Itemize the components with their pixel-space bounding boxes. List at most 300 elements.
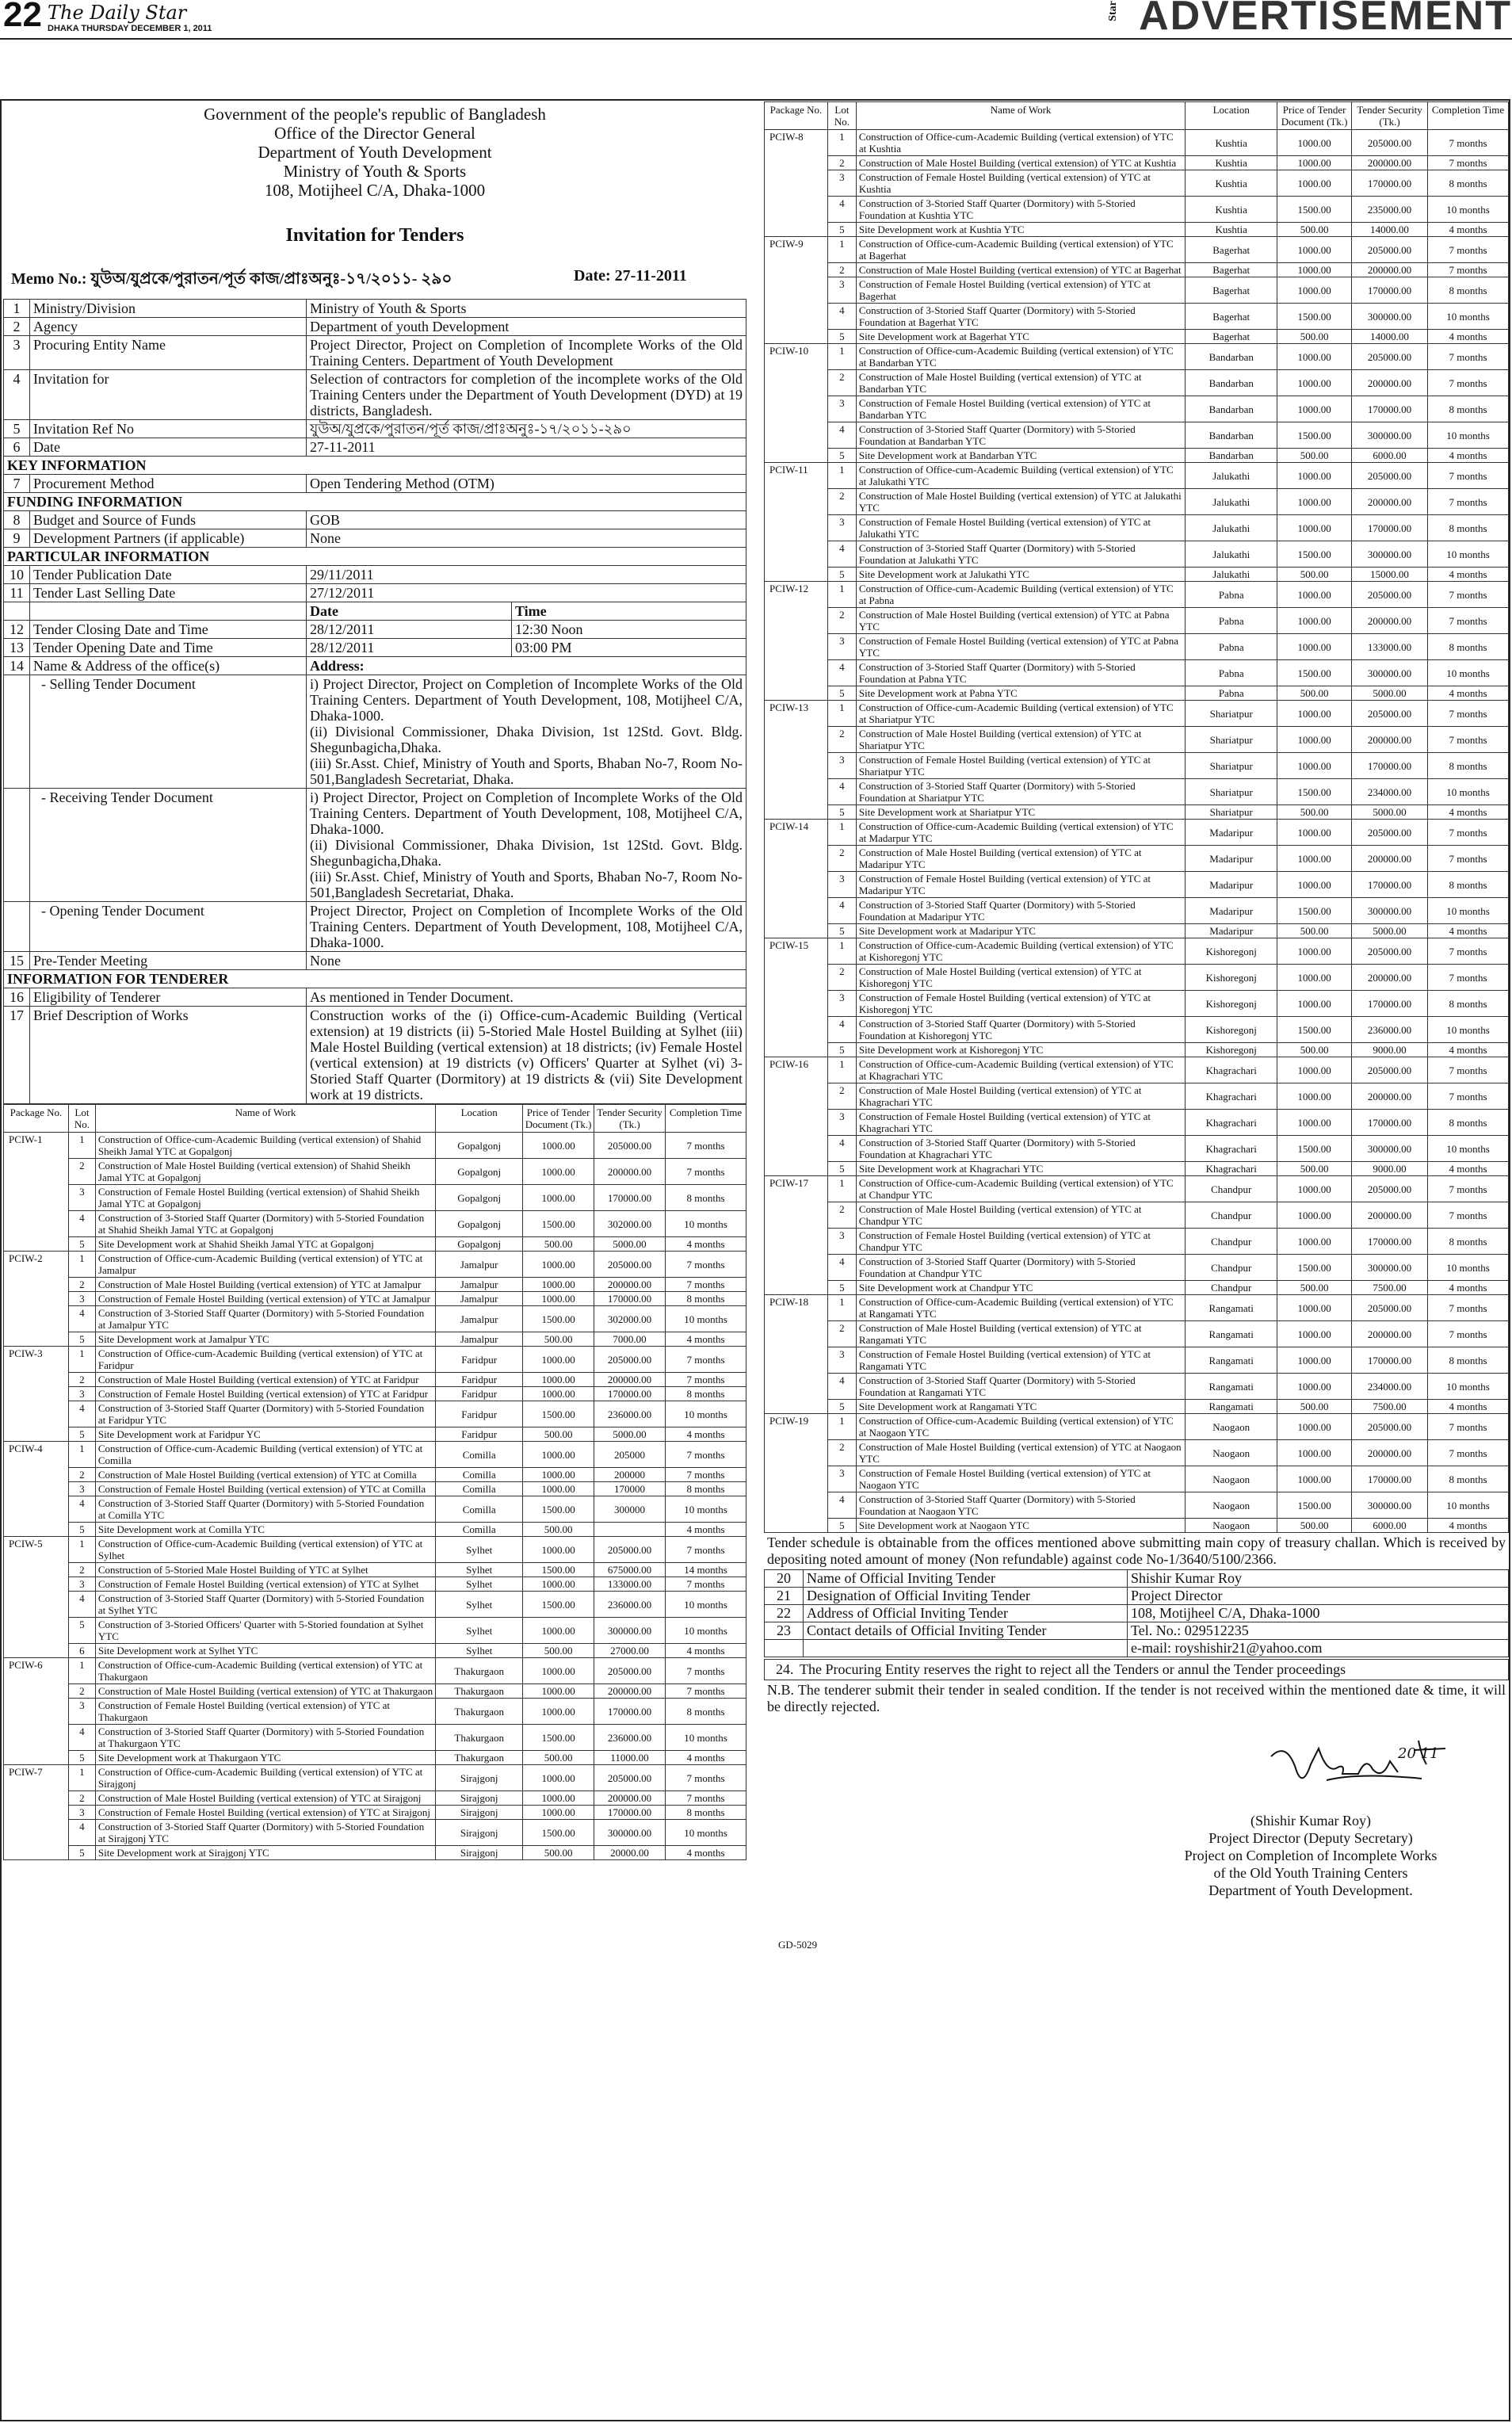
lot-row bbox=[4, 1211, 746, 1237]
document-price: 1000.00 bbox=[1277, 237, 1352, 263]
completion-time: 10 months bbox=[1428, 422, 1509, 449]
document-price: 1000.00 bbox=[523, 1482, 594, 1496]
location: Comilla bbox=[436, 1523, 523, 1537]
document-price: 1500.00 bbox=[523, 1592, 594, 1618]
work-name: Construction of Male Hostel Building (vertical extension) of YTC at Madaripur YTC bbox=[856, 846, 1185, 872]
location: Kishoregonj bbox=[1186, 991, 1277, 1017]
work-name: Construction of Female Hostel Building (vertical extension) of YTC at Khagrachari YTC bbox=[856, 1110, 1185, 1136]
lot-row bbox=[4, 1523, 746, 1537]
tender-security: 7000.00 bbox=[594, 1332, 666, 1347]
work-name: Construction of Male Hostel Building (vertical extension) of YTC at Thakurgaon bbox=[95, 1684, 435, 1699]
left-column bbox=[3, 101, 746, 1860]
lot-row bbox=[765, 1255, 1509, 1281]
section-title: ADVERTISEMENT bbox=[1139, 0, 1512, 39]
package-number: PCIW-2 bbox=[4, 1252, 69, 1347]
document-price: 1000.00 bbox=[1277, 1295, 1352, 1321]
completion-time: 7 months bbox=[1428, 370, 1509, 396]
contact-value: Tel. No.: 029512235 bbox=[1128, 1622, 1509, 1640]
location: Gopalgonj bbox=[436, 1237, 523, 1252]
lot-number: 4 bbox=[68, 1592, 95, 1618]
header-line: Department of Youth Development bbox=[258, 143, 492, 162]
lot-row bbox=[765, 991, 1509, 1017]
column-header: Completion Time bbox=[1428, 102, 1509, 130]
document-price: 1000.00 bbox=[1277, 130, 1352, 156]
location: Bandarban bbox=[1186, 422, 1277, 449]
work-name: Construction of Male Hostel Building (vertical extension) of YTC at Pabna YTC bbox=[856, 608, 1185, 634]
document-price: 1000.00 bbox=[1277, 753, 1352, 779]
work-name: Site Development work at Jamalpur YTC bbox=[95, 1332, 435, 1347]
lot-number: 5 bbox=[68, 1618, 95, 1644]
tender-security: 133000.00 bbox=[594, 1577, 666, 1592]
location: Gopalgonj bbox=[436, 1185, 523, 1211]
location: Pabna bbox=[1186, 608, 1277, 634]
location: Naogaon bbox=[1186, 1492, 1277, 1519]
row-number: 15 bbox=[4, 952, 30, 970]
lot-row bbox=[765, 1083, 1509, 1110]
tender-security: 200000.00 bbox=[1352, 608, 1428, 634]
completion-time: 4 months bbox=[1428, 924, 1509, 938]
lot-number: 1 bbox=[827, 344, 856, 370]
completion-time: 7 months bbox=[666, 1765, 746, 1791]
row-number: 6 bbox=[4, 438, 30, 457]
location: Khagrachari bbox=[1186, 1162, 1277, 1176]
tender-security: 5000.00 bbox=[594, 1427, 666, 1442]
tender-security: 200000.00 bbox=[1352, 1440, 1428, 1466]
date-value: 28/12/2011 bbox=[307, 639, 512, 657]
tender-security: 236000.00 bbox=[594, 1401, 666, 1427]
row-value: None bbox=[307, 529, 746, 548]
location: Kishoregonj bbox=[1186, 1043, 1277, 1057]
document-price: 500.00 bbox=[523, 1644, 594, 1658]
work-name: Construction of 3-Storied Staff Quarter (Dormitory) with 5-Storied Foundation at Madaripur YTC bbox=[856, 898, 1185, 924]
location: Kushtia bbox=[1186, 197, 1277, 223]
work-name: Construction of Male Hostel Building (vertical extension) of YTC at Jamalpur bbox=[95, 1278, 435, 1292]
document-price: 1000.00 bbox=[1277, 938, 1352, 965]
document-price: 1000.00 bbox=[1277, 463, 1352, 489]
completion-time: 7 months bbox=[666, 1791, 746, 1806]
work-name: Construction of Office-cum-Academic Building (vertical extension) of YTC at Khagrachari YTC bbox=[856, 1057, 1185, 1083]
lot-row bbox=[765, 938, 1509, 965]
document-price: 1500.00 bbox=[1277, 898, 1352, 924]
document-price: 1000.00 bbox=[523, 1278, 594, 1292]
work-name: Construction of Office-cum-Academic Building (vertical extension) of Shahid Sheikh Jamal YTC at Gopalgonj bbox=[95, 1133, 435, 1159]
document-price: 1000.00 bbox=[1277, 701, 1352, 727]
lot-number: 5 bbox=[827, 449, 856, 463]
tender-security: 205000.00 bbox=[1352, 130, 1428, 156]
lot-number: 1 bbox=[68, 1133, 95, 1159]
document-price: 1000.00 bbox=[1277, 263, 1352, 277]
contact-label: Designation of Official Inviting Tender bbox=[804, 1588, 1128, 1605]
location: Khagrachari bbox=[1186, 1110, 1277, 1136]
info-row bbox=[4, 952, 746, 970]
location: Bandarban bbox=[1186, 396, 1277, 422]
signature-block bbox=[764, 1717, 1509, 1955]
completion-time: 7 months bbox=[666, 1468, 746, 1482]
tender-security: 205000.00 bbox=[1352, 463, 1428, 489]
completion-time: 7 months bbox=[666, 1278, 746, 1292]
work-name: Construction of Female Hostel Building (vertical extension) of YTC at Kushtia bbox=[856, 170, 1185, 197]
document-price: 500.00 bbox=[523, 1523, 594, 1537]
work-name: Construction of Male Hostel Building (vertical extension) of YTC at Comilla bbox=[95, 1468, 435, 1482]
lot-number: 2 bbox=[827, 263, 856, 277]
tender-security: 27000.00 bbox=[594, 1644, 666, 1658]
lot-row bbox=[4, 1159, 746, 1185]
work-name: Construction of Office-cum-Academic Building (vertical extension) of YTC at Pabna bbox=[856, 582, 1185, 608]
completion-time: 10 months bbox=[666, 1306, 746, 1332]
row-number: 3 bbox=[4, 336, 30, 370]
lot-row bbox=[765, 686, 1509, 701]
lot-number: 1 bbox=[68, 1252, 95, 1278]
tender-security: 302000.00 bbox=[594, 1211, 666, 1237]
lot-number: 3 bbox=[827, 1229, 856, 1255]
location: Jalukathi bbox=[1186, 489, 1277, 515]
completion-time: 7 months bbox=[1428, 1414, 1509, 1440]
completion-time: 10 months bbox=[1428, 1017, 1509, 1043]
lot-row bbox=[765, 277, 1509, 304]
memo-number: Memo No.: যুউঅ/যুপ্রকে/পুরাতন/পূর্ত কাজ/প্রাঃঅনুঃ-১৭/২০১১- ২৯০ bbox=[11, 270, 452, 288]
work-name: Site Development work at Khagrachari YTC bbox=[856, 1162, 1185, 1176]
completion-time: 7 months bbox=[1428, 130, 1509, 156]
completion-time: 7 months bbox=[1428, 463, 1509, 489]
document-price: 1500.00 bbox=[1277, 541, 1352, 568]
lot-row bbox=[4, 1751, 746, 1765]
work-name: Construction of Male Hostel Building (vertical extension) of YTC at Kishoregonj YTC bbox=[856, 965, 1185, 991]
work-name: Construction of 3-Storied Staff Quarter (Dormitory) with 5-Storied Foundation at Jalukathi YTC bbox=[856, 541, 1185, 568]
document-price: 500.00 bbox=[1277, 1519, 1352, 1533]
work-name: Construction of Male Hostel Building (vertical extension) of YTC at Naogaon YTC bbox=[856, 1440, 1185, 1466]
lot-row bbox=[765, 965, 1509, 991]
contact-row bbox=[765, 1640, 1509, 1657]
document-price: 500.00 bbox=[1277, 330, 1352, 344]
work-name: Construction of Office-cum-Academic Building (vertical extension) of YTC at Kushtia bbox=[856, 130, 1185, 156]
row-label: Tender Closing Date and Time bbox=[30, 621, 307, 639]
office-item-value: i) Project Director, Project on Completion of Incomplete Works of the Old Training Centers. Department of Youth Development, 108, Motijheel C/A, Dhaka-1000. (ii) Divisional Commissioner, Dhaka Division, 1st 12Std. Govt. Bldg. Shegunbagicha,Dhaka. (iii) Sr.Asst. Chief, Ministry of Youth and Sports, Bhaban No-7, Room No-501,Bangladesh Secretariat, Dhaka. bbox=[307, 675, 746, 789]
lot-row bbox=[4, 1496, 746, 1523]
location: Sirajgonj bbox=[436, 1806, 523, 1820]
signatory-line: (Shishir Kumar Roy) bbox=[1250, 1813, 1371, 1829]
signatory-line: Project on Completion of Incomplete Works bbox=[1184, 1848, 1438, 1863]
completion-time: 4 months bbox=[1428, 1162, 1509, 1176]
package-number: PCIW-8 bbox=[765, 130, 828, 237]
row-label: Tender Opening Date and Time bbox=[30, 639, 307, 657]
lot-number: 5 bbox=[827, 686, 856, 701]
lot-number: 4 bbox=[827, 1374, 856, 1400]
lot-number: 5 bbox=[68, 1523, 95, 1537]
document-price: 1000.00 bbox=[523, 1442, 594, 1468]
location: Kishoregonj bbox=[1186, 938, 1277, 965]
completion-time: 4 months bbox=[666, 1332, 746, 1347]
package-number: PCIW-6 bbox=[4, 1658, 69, 1765]
completion-time: 10 months bbox=[1428, 304, 1509, 330]
work-name: Site Development work at Comilla YTC bbox=[95, 1523, 435, 1537]
completion-time: 7 months bbox=[1428, 1440, 1509, 1466]
lot-number: 3 bbox=[68, 1387, 95, 1401]
row-value: Ministry of Youth & Sports bbox=[307, 300, 746, 318]
info-row bbox=[4, 475, 746, 493]
lot-row bbox=[765, 223, 1509, 237]
lot-number: 1 bbox=[68, 1442, 95, 1468]
row-value: Project Director, Project on Completion of Incomplete Works of the Old Training Centers. Department of Youth Development bbox=[307, 336, 746, 370]
tender-security: 170000.00 bbox=[1352, 396, 1428, 422]
location: Sirajgonj bbox=[436, 1791, 523, 1806]
contact-value: Project Director bbox=[1128, 1588, 1509, 1605]
date-time-row bbox=[4, 621, 746, 639]
lot-number: 3 bbox=[827, 1110, 856, 1136]
package-number: PCIW-3 bbox=[4, 1347, 69, 1442]
completion-time: 7 months bbox=[1428, 156, 1509, 170]
document-price: 1000.00 bbox=[1277, 991, 1352, 1017]
document-price: 1000.00 bbox=[523, 1292, 594, 1306]
tender-security: 205000.00 bbox=[1352, 1057, 1428, 1083]
info-row bbox=[4, 529, 746, 548]
completion-time: 10 months bbox=[1428, 541, 1509, 568]
lot-row bbox=[4, 1577, 746, 1592]
completion-time: 7 months bbox=[1428, 727, 1509, 753]
lot-number: 4 bbox=[68, 1401, 95, 1427]
location: Bandarban bbox=[1186, 344, 1277, 370]
completion-time: 4 months bbox=[1428, 568, 1509, 582]
right-column bbox=[764, 101, 1509, 1955]
lot-number: 1 bbox=[827, 701, 856, 727]
work-name: Site Development work at Jalukathi YTC bbox=[856, 568, 1185, 582]
lot-row bbox=[765, 1202, 1509, 1229]
work-name: Construction of Office-cum-Academic Building (vertical extension) of YTC at Jamalpur bbox=[95, 1252, 435, 1278]
office-item-value: Project Director, Project on Completion of Incomplete Works of the Old Training Centers. Department of Youth Development, 108, Motijheel C/A, Dhaka-1000. bbox=[307, 902, 746, 952]
tender-security: 300000.00 bbox=[1352, 304, 1428, 330]
section-row bbox=[4, 457, 746, 475]
row-value: 27-11-2011 bbox=[307, 438, 746, 457]
lot-number: 4 bbox=[827, 660, 856, 686]
svg-text:20 11: 20 11 bbox=[1398, 1745, 1439, 1762]
location: Pabna bbox=[1186, 686, 1277, 701]
tender-security: 205000.00 bbox=[1352, 237, 1428, 263]
location: Sirajgonj bbox=[436, 1846, 523, 1860]
tender-security: 14000.00 bbox=[1352, 223, 1428, 237]
info-row bbox=[4, 336, 746, 370]
tender-security: 205000.00 bbox=[1352, 701, 1428, 727]
tender-security: 205000.00 bbox=[594, 1765, 666, 1791]
row-number: 21 bbox=[765, 1588, 804, 1605]
document-price: 1000.00 bbox=[523, 1185, 594, 1211]
lot-row bbox=[765, 237, 1509, 263]
lot-number: 2 bbox=[827, 1202, 856, 1229]
lot-number: 4 bbox=[827, 1017, 856, 1043]
work-name: Construction of 3-Storied Staff Quarter (Dormitory) with 5-Storied Foundation at Faridpur YTC bbox=[95, 1401, 435, 1427]
package-number: PCIW-1 bbox=[4, 1133, 69, 1252]
work-name: Construction of Male Hostel Building (vertical extension) of YTC at Jalukathi YTC bbox=[856, 489, 1185, 515]
document-price: 1000.00 bbox=[523, 1658, 594, 1684]
section-row bbox=[4, 493, 746, 511]
row-number: 12 bbox=[4, 621, 30, 639]
office-row bbox=[4, 657, 746, 675]
tender-security: 170000.00 bbox=[1352, 991, 1428, 1017]
lot-number: 5 bbox=[68, 1751, 95, 1765]
lot-row bbox=[765, 156, 1509, 170]
document-price: 1500.00 bbox=[523, 1211, 594, 1237]
lot-number: 4 bbox=[827, 779, 856, 805]
work-name: Construction of Office-cum-Academic Building (vertical extension) of YTC at Sylhet bbox=[95, 1537, 435, 1563]
work-name: Construction of 3-Storied Staff Quarter (Dormitory) with 5-Storied Foundation at Sirajgonj YTC bbox=[95, 1820, 435, 1846]
location: Shariatpur bbox=[1186, 753, 1277, 779]
lot-row bbox=[4, 1592, 746, 1618]
lot-row bbox=[765, 541, 1509, 568]
document-price: 1000.00 bbox=[523, 1387, 594, 1401]
tender-security: 205000.00 bbox=[1352, 1295, 1428, 1321]
tender-security: 15000.00 bbox=[1352, 568, 1428, 582]
gd-number: GD-5029 bbox=[778, 1939, 818, 1951]
work-name: Construction of 3-Storied Staff Quarter (Dormitory) with 5-Storied Foundation at Naogaon YTC bbox=[856, 1492, 1185, 1519]
info-row bbox=[4, 566, 746, 584]
lot-number: 4 bbox=[827, 422, 856, 449]
work-name: Construction of Office-cum-Academic Building (vertical extension) of YTC at Shariatpur YTC bbox=[856, 701, 1185, 727]
row-label: Development Partners (if applicable) bbox=[30, 529, 307, 548]
completion-time: 7 months bbox=[1428, 608, 1509, 634]
lot-row bbox=[765, 660, 1509, 686]
row-number: 24. bbox=[776, 1661, 794, 1677]
lot-row bbox=[4, 1658, 746, 1684]
completion-time: 7 months bbox=[1428, 237, 1509, 263]
schedule-note: Tender schedule is obtainable from the offices mentioned above submitting main copy of treasury challan. Which is received by depositing noted amount of money (Non refundable) against code No-1/3640/5100/2366. bbox=[767, 1534, 1506, 1567]
tender-security: 200000.00 bbox=[1352, 489, 1428, 515]
work-name: Construction of Male Hostel Building (vertical extension) of YTC at Bandarban YTC bbox=[856, 370, 1185, 396]
tender-security: 170000 bbox=[594, 1482, 666, 1496]
document-price: 1000.00 bbox=[1277, 170, 1352, 197]
lot-row bbox=[765, 344, 1509, 370]
tender-security: 14000.00 bbox=[1352, 330, 1428, 344]
location: Thakurgaon bbox=[436, 1699, 523, 1725]
tender-security: 9000.00 bbox=[1352, 1162, 1428, 1176]
lot-row bbox=[765, 1492, 1509, 1519]
lot-row bbox=[765, 1136, 1509, 1162]
document-price: 1000.00 bbox=[1277, 515, 1352, 541]
completion-time: 7 months bbox=[666, 1252, 746, 1278]
document-price: 500.00 bbox=[1277, 568, 1352, 582]
location: Sylhet bbox=[436, 1577, 523, 1592]
completion-time: 4 months bbox=[666, 1427, 746, 1442]
location: Bandarban bbox=[1186, 449, 1277, 463]
tender-security: 300000.00 bbox=[1352, 1492, 1428, 1519]
tender-security: 236000.00 bbox=[1352, 1017, 1428, 1043]
lot-row bbox=[4, 1373, 746, 1387]
lot-number: 5 bbox=[827, 805, 856, 820]
tender-info-table bbox=[3, 299, 746, 1104]
lot-row bbox=[765, 846, 1509, 872]
lot-row bbox=[765, 370, 1509, 396]
contact-row bbox=[765, 1622, 1509, 1640]
document-price: 1000.00 bbox=[523, 1133, 594, 1159]
work-name: Construction of Female Hostel Building (vertical extension) of YTC at Bagerhat bbox=[856, 277, 1185, 304]
location: Kishoregonj bbox=[1186, 1017, 1277, 1043]
location: Jalukathi bbox=[1186, 568, 1277, 582]
completion-time: 7 months bbox=[666, 1373, 746, 1387]
lot-row bbox=[765, 1017, 1509, 1043]
package-number: PCIW-9 bbox=[765, 237, 828, 344]
contact-table bbox=[764, 1569, 1509, 1657]
completion-time: 10 months bbox=[1428, 1374, 1509, 1400]
work-name: Construction of Female Hostel Building (vertical extension) of YTC at Thakurgaon bbox=[95, 1699, 435, 1725]
work-name: Construction of Female Hostel Building (vertical extension) of YTC at Sirajgonj bbox=[95, 1806, 435, 1820]
document-price: 1000.00 bbox=[523, 1347, 594, 1373]
page-masthead bbox=[0, 0, 1512, 40]
tender-security: 133000.00 bbox=[1352, 634, 1428, 660]
completion-time: 8 months bbox=[1428, 170, 1509, 197]
completion-time: 8 months bbox=[666, 1185, 746, 1211]
work-name: Construction of 3-Storied Staff Quarter (Dormitory) with 5-Storied Foundation at Shariatpur YTC bbox=[856, 779, 1185, 805]
completion-time: 8 months bbox=[666, 1806, 746, 1820]
lot-number: 3 bbox=[827, 991, 856, 1017]
work-name: Construction of 3-Storied Staff Quarter (Dormitory) with 5-Storied Foundation at Bandarban YTC bbox=[856, 422, 1185, 449]
completion-time: 8 months bbox=[666, 1292, 746, 1306]
tender-security: 200000.00 bbox=[594, 1278, 666, 1292]
completion-time: 7 months bbox=[1428, 820, 1509, 846]
completion-time: 7 months bbox=[666, 1133, 746, 1159]
location: Khagrachari bbox=[1186, 1083, 1277, 1110]
tender-security: 200000.00 bbox=[594, 1684, 666, 1699]
document-price: 500.00 bbox=[1277, 1043, 1352, 1057]
row-number: 14 bbox=[4, 657, 30, 675]
package-number: PCIW-14 bbox=[765, 820, 828, 938]
work-name: Construction of Female Hostel Building (vertical extension) of YTC at Madaripur YTC bbox=[856, 872, 1185, 898]
completion-time: 7 months bbox=[1428, 1202, 1509, 1229]
document-price: 1000.00 bbox=[1277, 872, 1352, 898]
lot-number: 4 bbox=[68, 1820, 95, 1846]
lot-row bbox=[4, 1278, 746, 1292]
lot-row bbox=[4, 1725, 746, 1751]
document-price: 1000.00 bbox=[523, 1699, 594, 1725]
package-number: PCIW-5 bbox=[4, 1537, 69, 1658]
row-number: 1 bbox=[4, 300, 30, 318]
location: Faridpur bbox=[436, 1387, 523, 1401]
work-name: Construction of Male Hostel Building (vertical extension) of YTC at Rangamati YTC bbox=[856, 1321, 1185, 1347]
tender-security: 205000.00 bbox=[1352, 820, 1428, 846]
document-price: 1000.00 bbox=[1277, 1321, 1352, 1347]
lot-row bbox=[765, 1110, 1509, 1136]
work-name: Site Development work at Chandpur YTC bbox=[856, 1281, 1185, 1295]
tender-security: 300000.00 bbox=[1352, 422, 1428, 449]
completion-time: 7 months bbox=[1428, 1083, 1509, 1110]
work-name: Construction of 3-Storied Staff Quarter (Dormitory) with 5-Storied Foundation at Sylhet YTC bbox=[95, 1592, 435, 1618]
work-name: Construction of Office-cum-Academic Building (vertical extension) of YTC at Sirajgonj bbox=[95, 1765, 435, 1791]
work-name: Construction of Female Hostel Building (vertical extension) of YTC at Faridpur bbox=[95, 1387, 435, 1401]
row-value: যুউঅ/যুপ্রকে/পুরাতন/পূর্ত কাজ/প্রাঃঅনুঃ-১৭/২০১১-২৯০ bbox=[307, 420, 746, 438]
lot-row bbox=[4, 1684, 746, 1699]
package-header-row bbox=[4, 1105, 746, 1133]
time-value: 12:30 Noon bbox=[512, 621, 746, 639]
completion-time: 7 months bbox=[666, 1537, 746, 1563]
notice-title: Invitation for Tenders bbox=[285, 225, 464, 246]
tender-security bbox=[594, 1523, 666, 1537]
lot-row bbox=[4, 1237, 746, 1252]
document-price: 1000.00 bbox=[1277, 727, 1352, 753]
location: Chandpur bbox=[1186, 1176, 1277, 1202]
location: Rangamati bbox=[1186, 1374, 1277, 1400]
lot-number: 5 bbox=[68, 1237, 95, 1252]
completion-time: 8 months bbox=[1428, 634, 1509, 660]
location: Kishoregonj bbox=[1186, 965, 1277, 991]
package-number: PCIW-4 bbox=[4, 1442, 69, 1537]
document-price: 1000.00 bbox=[523, 1159, 594, 1185]
completion-time: 7 months bbox=[1428, 582, 1509, 608]
row-number: 2 bbox=[4, 318, 30, 336]
completion-time: 7 months bbox=[1428, 263, 1509, 277]
lot-number: 1 bbox=[827, 938, 856, 965]
lot-row bbox=[765, 1057, 1509, 1083]
location: Thakurgaon bbox=[436, 1725, 523, 1751]
tender-security: 200000.00 bbox=[1352, 1321, 1428, 1347]
tender-security: 7500.00 bbox=[1352, 1281, 1428, 1295]
tender-security: 235000.00 bbox=[1352, 197, 1428, 223]
location: Bagerhat bbox=[1186, 277, 1277, 304]
